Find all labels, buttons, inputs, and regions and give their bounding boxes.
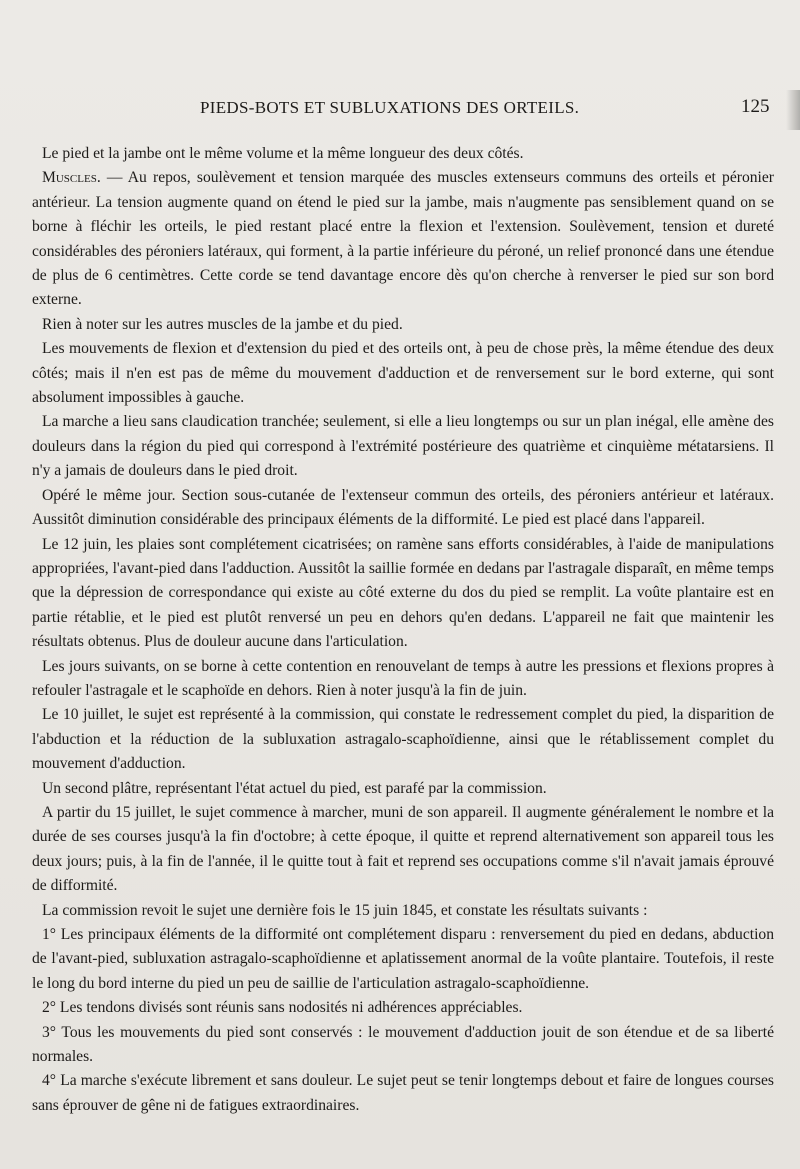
paragraph: Un second plâtre, représentant l'état actuel du pied, est parafé par la commission.: [42, 779, 547, 797]
paragraph: Les mouvements de flexion et d'extension du pied et des orteils ont, à peu de chose près, la même étendue des deux côtés; mais il n'en est pas de même du mouvement d'adduction et de renversement sur le bord externe, qui sont absolument impossibles à gauche.: [32, 340, 774, 407]
section-lead: Muscles.: [42, 169, 101, 187]
paragraph: Le 10 juillet, le sujet est représenté à la commission, qui constate le redressement complet du pied, la disparition de l'abduction et la réduction de la subluxation astragalo-scaphoïdienne, ainsi que le rétablissement complet du mouvement d'adduction.: [32, 706, 774, 773]
page-number: 125: [741, 96, 770, 117]
paragraph: La commission revoit le sujet une dernière fois le 15 juin 1845, et constate les résultats suivants :: [42, 901, 648, 919]
body-text: [32, 142, 774, 1118]
result-item-1: 1° Les principaux éléments de la difformité ont complétement disparu : renversement du pied en dedans, abduction de l'avant-pied, subluxation astragalo-scaphoïdienne et aplatissement anormal de la voûte plantaire. Toutefois, il reste le long du bord interne du pied un peu de saillie de l'articulation astragalo-scaphoïdienne.: [32, 926, 774, 992]
paragraph: Les jours suivants, on se borne à cette contention en renouvelant de temps à autre les pressions et flexions propres à refouler l'astragale et le scaphoïde en dehors. Rien à noter jusqu'à la fin de juin.: [32, 657, 774, 699]
result-item-2: 2° Les tendons divisés sont réunis sans nodosités ni adhérences appréciables.: [42, 999, 523, 1017]
result-item-4: 4° La marche s'exécute librement et sans douleur. Le sujet peut se tenir longtemps debout et faire de longues courses sans éprouver de gêne ni de fatigues extraordinaires.: [32, 1072, 774, 1114]
result-item-3: 3° Tous les mouvements du pied sont conservés : le mouvement d'adduction jouit de son étendue et de sa liberté normales.: [32, 1023, 774, 1066]
paragraph: Le pied et la jambe ont le même volume et la même longueur des deux côtés.: [42, 145, 524, 162]
running-title: PIEDS-BOTS ET SUBLUXATIONS DES ORTEILS.: [200, 98, 580, 117]
paragraph: Opéré le même jour. Section sous-cutanée de l'extenseur commun des orteils, des péroniers antérieur et latéraux. Aussitôt diminution considérable des principaux éléments de la difformité. Le pied est placé dans l'appareil.: [32, 486, 774, 529]
paragraph: Le 12 juin, les plaies sont complétement cicatrisées; on ramène sans efforts considérables, à l'aide de manipulations appropriées, l'avant-pied dans l'adduction. Aussitôt la saillie formée en dedans par l'astragale disparaît, en même temps que la dépression de correspondance qui existe au côté externe du dos du pied se remplit. La voûte plantaire est en partie rétablie, et le pied est plutôt renversé un peu en dehors qu'en dedans. L'appareil ne fait que maintenir les résultats obtenus. Plus de douleur aucune dans l'articulation.: [32, 535, 774, 651]
paragraph: Rien à noter sur les autres muscles de la jambe et du pied.: [42, 315, 403, 333]
page-header: [0, 92, 800, 122]
paragraph-muscles: Muscles. — Au repos, soulèvement et tension marquée des muscles extenseurs communs des orteils et péronier antérieur. La tension augmente quand on étend le pied sur la jambe, mais n'augmente pas sensiblement quand on se borne à fléchir les orteils, le pied restant placé entre la flexion et l'extension. Soulèvement, tension et dureté considérables des péroniers latéraux, qui forment, à la partie inférieure du péroné, un relief prononcé dans une étendue de plus de 6 centimètres. Cette corde se tend davantage encore dès qu'on cherche à renverser le pied sur son bord externe.: [32, 169, 774, 309]
paragraph: La marche a lieu sans claudication tranchée; seulement, si elle a lieu longtemps ou sur un plan inégal, elle amène des douleurs dans la région du pied qui correspond à l'extrémité postérieure des quatrième et cinquième métatarsiens. Il n'y a jamais de douleurs dans le pied droit.: [32, 413, 774, 480]
paragraph: A partir du 15 juillet, le sujet commence à marcher, muni de son appareil. Il augmente généralement le nombre et la durée de ses courses jusqu'à la fin d'octobre; à cette époque, il quitte et reprend alternativement son appareil tous les deux jours; puis, à la fin de l'année, il le quitte tout à fait et reprend ses occupations comme s'il n'avait jamais éprouvé de difformité.: [32, 803, 774, 895]
